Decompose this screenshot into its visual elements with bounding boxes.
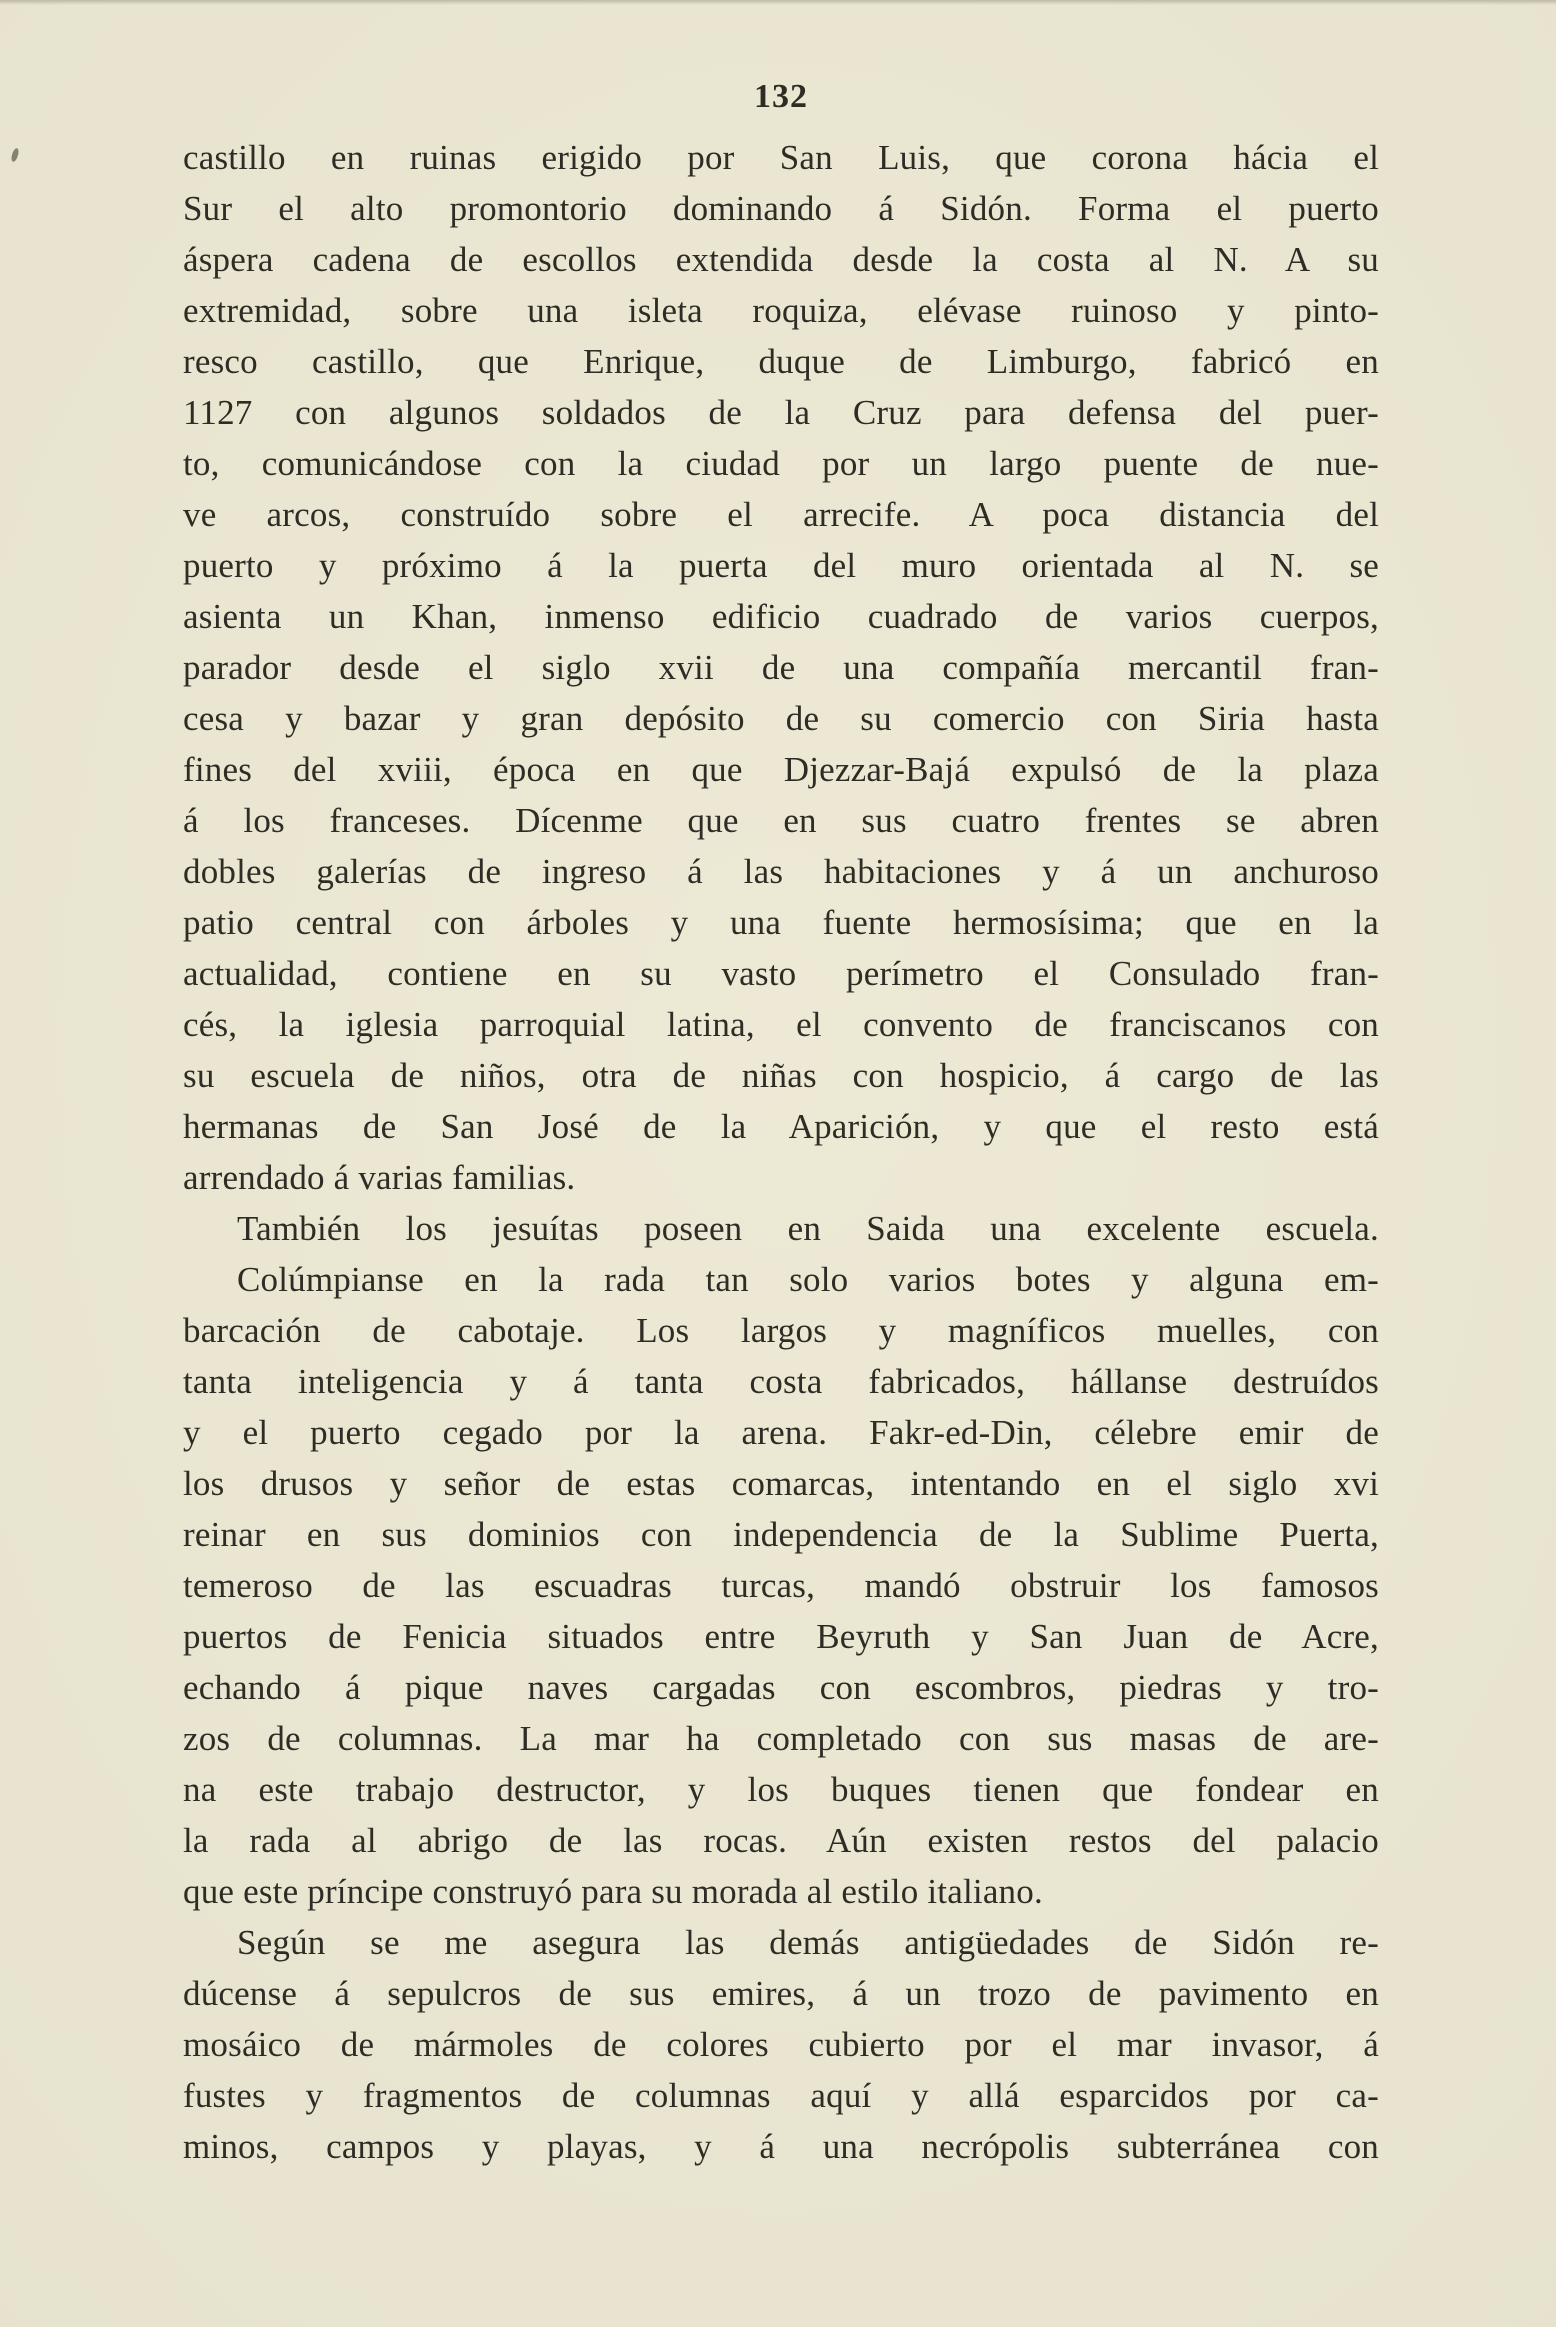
text-line: También los jesuítas poseen en Saida una excelente escuela. <box>237 1209 1379 1248</box>
scan-edge-artifact <box>0 0 1556 5</box>
text-line: fines del xviii, época en que Djezzar-Bajá expulsó de la plaza <box>183 750 1379 789</box>
text-line: á los franceses. Dícenme que en sus cuatro frentes se abren <box>183 801 1379 840</box>
text-line: extremidad, sobre una isleta roquiza, elévase ruinoso y pinto- <box>183 291 1379 330</box>
text-line: que este príncipe construyó para su morada al estilo italiano. <box>183 1872 1043 1911</box>
text-line: dúcense á sepulcros de sus emires, á un trozo de pavimento en <box>183 1974 1379 2013</box>
text-line: Según se me asegura las demás antigüedades de Sidón re- <box>237 1923 1379 1962</box>
text-line: 1127 con algunos soldados de la Cruz para defensa del puer- <box>183 393 1379 432</box>
text-line: Colúmpianse en la rada tan solo varios botes y alguna em- <box>237 1260 1379 1299</box>
text-line: Sur el alto promontorio dominando á Sidón. Forma el puerto <box>183 189 1379 228</box>
text-line: arrendado á varias familias. <box>183 1158 576 1197</box>
text-line: to, comunicándose con la ciudad por un largo puente de nue- <box>183 444 1379 483</box>
text-line: cesa y bazar y gran depósito de su comercio con Siria hasta <box>183 699 1379 738</box>
text-line: minos, campos y playas, y á una necrópolis subterránea con <box>183 2127 1379 2166</box>
text-line: patio central con árboles y una fuente hermosísima; que en la <box>183 903 1379 942</box>
text-line: su escuela de niños, otra de niñas con hospicio, á cargo de las <box>183 1056 1379 1095</box>
page-number: 132 <box>754 78 808 115</box>
text-line: mosáico de mármoles de colores cubierto por el mar invasor, á <box>183 2025 1379 2064</box>
page-text <box>183 132 1379 2172</box>
text-line: barcación de cabotaje. Los largos y magníficos muelles, con <box>183 1311 1379 1350</box>
text-line: zos de columnas. La mar ha completado con sus masas de are- <box>183 1719 1379 1758</box>
text-line: asienta un Khan, inmenso edificio cuadrado de varios cuerpos, <box>183 597 1379 636</box>
text-line: echando á pique naves cargadas con escombros, piedras y tro- <box>183 1668 1379 1707</box>
text-line: reinar en sus dominios con independencia de la Sublime Puerta, <box>183 1515 1379 1554</box>
text-line: áspera cadena de escollos extendida desde la costa al N. A su <box>183 240 1379 279</box>
text-line: y el puerto cegado por la arena. Fakr-ed-Din, célebre emir de <box>183 1413 1379 1452</box>
scan-speck-artifact <box>11 148 20 163</box>
text-line: actualidad, contiene en su vasto perímetro el Consulado fran- <box>183 954 1379 993</box>
text-line: cés, la iglesia parroquial latina, el convento de franciscanos con <box>183 1005 1379 1044</box>
text-line: na este trabajo destructor, y los buques tienen que fondear en <box>183 1770 1379 1809</box>
text-line: puertos de Fenicia situados entre Beyruth y San Juan de Acre, <box>183 1617 1379 1656</box>
text-line: puerto y próximo á la puerta del muro orientada al N. se <box>183 546 1379 585</box>
text-line: los drusos y señor de estas comarcas, intentando en el siglo xvi <box>183 1464 1379 1503</box>
text-line: dobles galerías de ingreso á las habitaciones y á un anchuroso <box>183 852 1379 891</box>
text-line: temeroso de las escuadras turcas, mandó obstruir los famosos <box>183 1566 1379 1605</box>
text-line: resco castillo, que Enrique, duque de Limburgo, fabricó en <box>183 342 1379 381</box>
text-line: hermanas de San José de la Aparición, y que el resto está <box>183 1107 1379 1146</box>
text-line: fustes y fragmentos de columnas aquí y allá esparcidos por ca- <box>183 2076 1379 2115</box>
text-line: tanta inteligencia y á tanta costa fabricados, hállanse destruídos <box>183 1362 1379 1401</box>
text-line: ve arcos, construído sobre el arrecife. A poca distancia del <box>183 495 1379 534</box>
text-line: parador desde el siglo xvii de una compañía mercantil fran- <box>183 648 1379 687</box>
text-line: la rada al abrigo de las rocas. Aún existen restos del palacio <box>183 1821 1379 1860</box>
text-line: castillo en ruinas erigido por San Luis, que corona hácia el <box>183 138 1379 177</box>
